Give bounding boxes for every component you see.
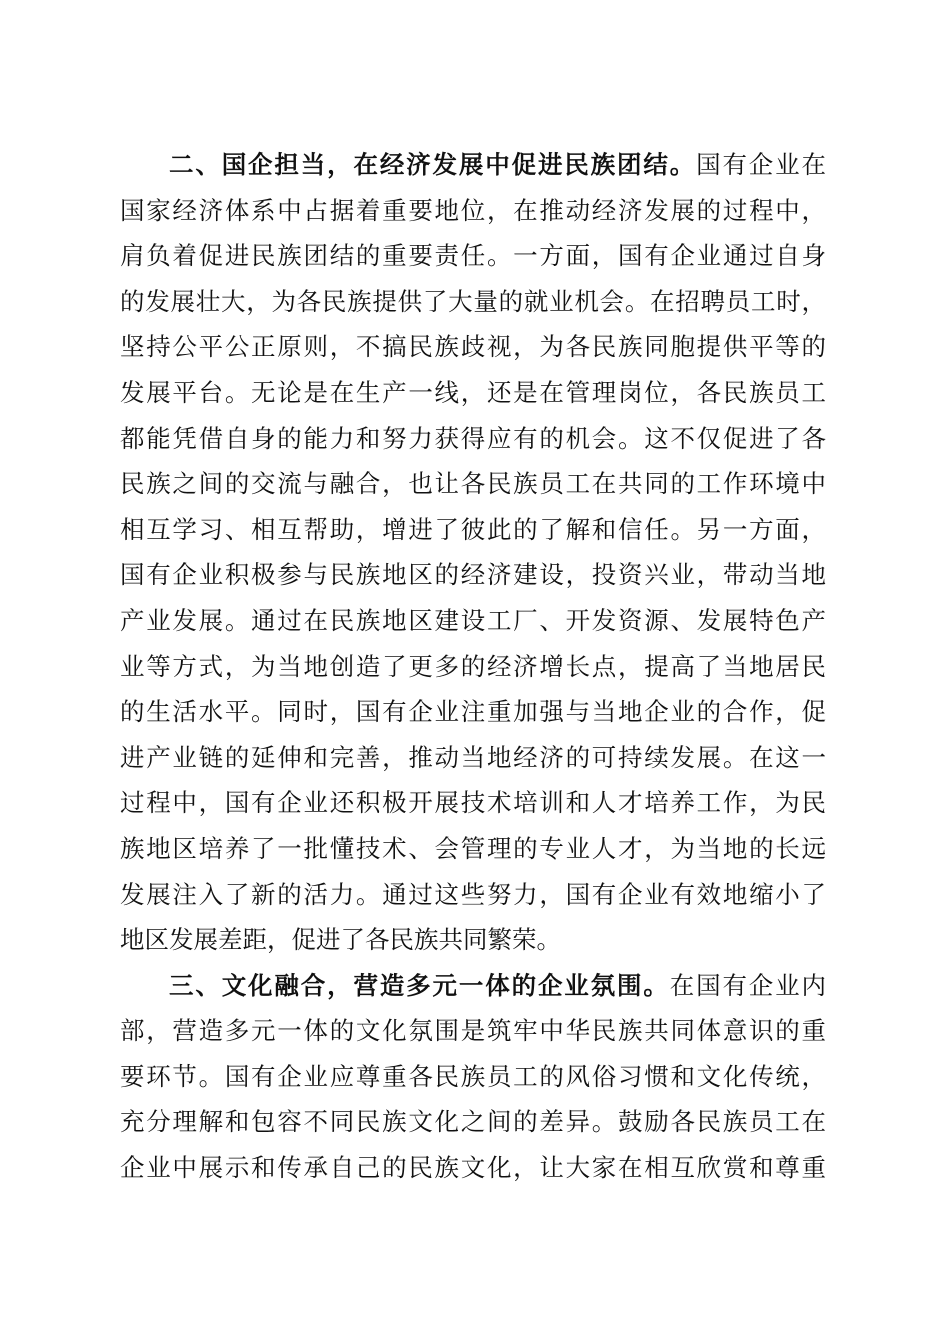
- paragraph-line: 坚持公平公正原则，不搞民族歧视，为各民族同胞提供平等的: [120, 332, 826, 362]
- paragraph-line: 要环节。国有企业应尊重各民族员工的风俗习惯和文化传统，: [120, 1061, 826, 1091]
- paragraph-line: 族地区培养了一批懂技术、会管理的专业人才，为当地的长远: [120, 833, 826, 863]
- paragraph-line: 发展平台。无论是在生产一线，还是在管理岗位，各民族员工: [120, 377, 826, 407]
- paragraph-line: 进产业链的延伸和完善，推动当地经济的可持续发展。在这一: [120, 742, 826, 772]
- paragraph-line: 企业中展示和传承自己的民族文化，让大家在相互欣赏和尊重: [120, 1153, 826, 1183]
- document-body: [120, 142, 826, 1191]
- section-heading: 三、文化融合，营造多元一体的企业氛围。: [169, 970, 670, 1000]
- section-heading: 二、国企担当，在经济发展中促进民族团结。: [169, 150, 697, 179]
- paragraph-text: 国有企业在: [696, 150, 826, 179]
- paragraph-line: 肩负着促进民族团结的重要责任。一方面，国有企业通过自身: [120, 241, 826, 271]
- paragraph-line: [120, 963, 826, 1009]
- paragraph-line: 充分理解和包容不同民族文化之间的差异。鼓励各民族员工在: [120, 1107, 826, 1137]
- paragraph-line: 产业发展。通过在民族地区建设工厂、开发资源、发展特色产: [120, 605, 826, 635]
- paragraph-line: 部，营造多元一体的文化氛围是筑牢中华民族共同体意识的重: [120, 1016, 826, 1046]
- paragraph-line: 发展注入了新的活力。通过这些努力，国有企业有效地缩小了: [120, 879, 826, 909]
- paragraph-line: 地区发展差距，促进了各民族共同繁荣。: [120, 925, 561, 955]
- paragraph-line: 过程中，国有企业还积极开展技术培训和人才培养工作，为民: [120, 788, 826, 818]
- paragraph-line: 的生活水平。同时，国有企业注重加强与当地企业的合作，促: [120, 697, 826, 727]
- paragraph-line: 国有企业积极参与民族地区的经济建设，投资兴业，带动当地: [120, 560, 826, 590]
- paragraph-text: 在国有企业内: [669, 970, 826, 1000]
- paragraph-line: 国家经济体系中占据着重要地位，在推动经济发展的过程中，: [120, 195, 826, 225]
- paragraph-line: 业等方式，为当地创造了更多的经济增长点，提高了当地居民: [120, 651, 826, 681]
- paragraph-line: 相互学习、相互帮助，增进了彼此的了解和信任。另一方面，: [120, 514, 826, 544]
- paragraph-line: 的发展壮大，为各民族提供了大量的就业机会。在招聘员工时，: [120, 286, 826, 316]
- paragraph-line: 都能凭借自身的能力和努力获得应有的机会。这不仅促进了各: [120, 423, 826, 453]
- paragraph-line: [120, 142, 826, 188]
- paragraph-line: 民族之间的交流与融合，也让各民族员工在共同的工作环境中: [120, 469, 826, 499]
